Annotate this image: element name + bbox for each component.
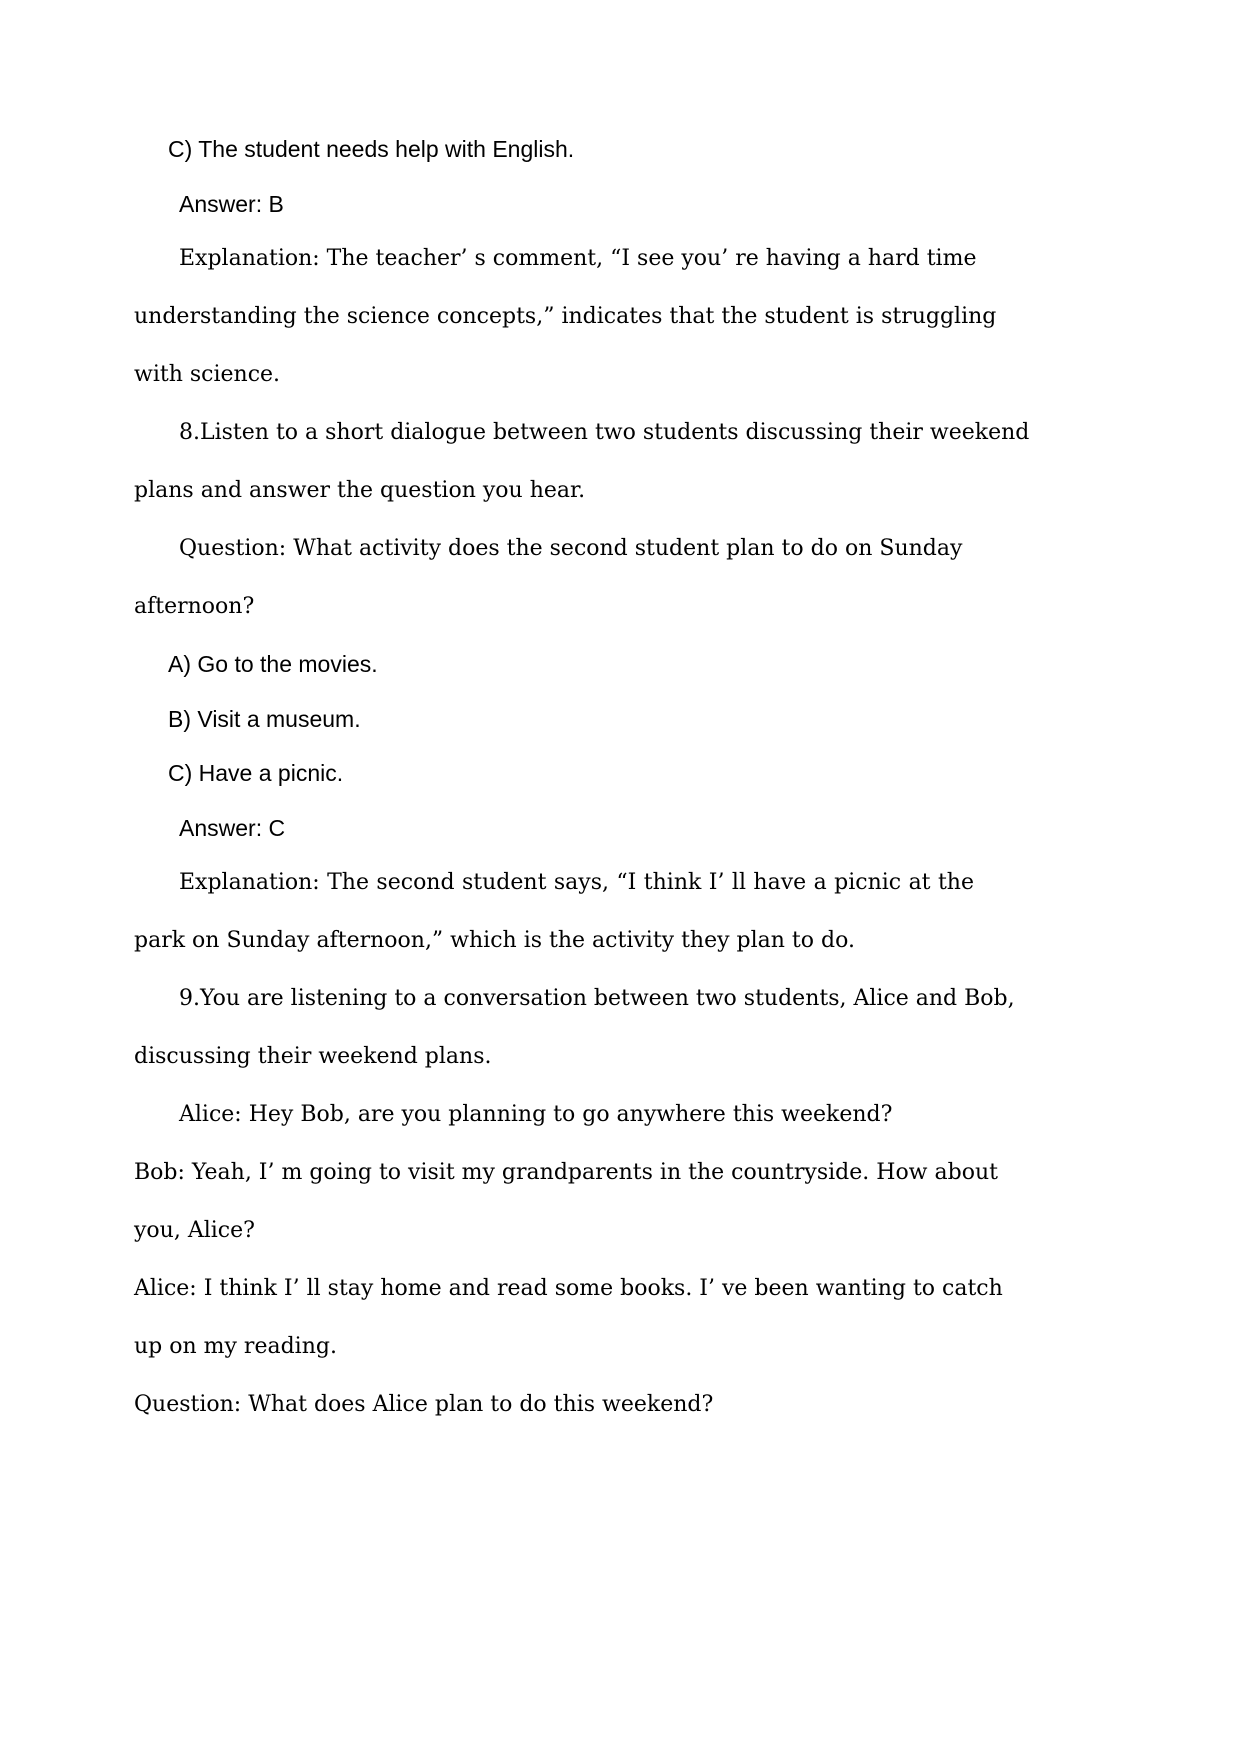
q8-explanation-line-1: Explanation: The second student says, “I think I’ ll have a picnic at the bbox=[179, 870, 974, 895]
q9-dialogue-bob: Bob: Yeah, I’ m going to visit my grandparents in the countryside. How about bbox=[134, 1160, 998, 1185]
q9-dialogue-bob-cont: you, Alice? bbox=[134, 1218, 255, 1243]
q8-option-b: B) Visit a museum. bbox=[168, 706, 361, 732]
q9-question: Question: What does Alice plan to do this weekend? bbox=[134, 1392, 714, 1417]
q8-question-line-2: afternoon? bbox=[134, 594, 255, 619]
q8-explanation-line-2: park on Sunday afternoon,” which is the activity they plan to do. bbox=[134, 928, 855, 953]
q7-explanation-line-1: Explanation: The teacher’ s comment, “I see you’ re having a hard time bbox=[179, 246, 977, 271]
q9-prompt-line-1: 9.You are listening to a conversation between two students, Alice and Bob, bbox=[179, 986, 1015, 1011]
q9-dialogue-alice-1: Alice: Hey Bob, are you planning to go anywhere this weekend? bbox=[179, 1102, 893, 1127]
q7-explanation-line-2: understanding the science concepts,” indicates that the student is struggling bbox=[134, 304, 997, 329]
q8-prompt-line-2: plans and answer the question you hear. bbox=[134, 478, 586, 503]
q7-answer: Answer: B bbox=[179, 191, 284, 217]
q8-answer: Answer: C bbox=[179, 815, 286, 841]
q8-option-a: A) Go to the movies. bbox=[168, 651, 378, 677]
q7-explanation-line-3: with science. bbox=[134, 362, 281, 387]
q9-dialogue-alice-2-cont: up on my reading. bbox=[134, 1334, 337, 1359]
q9-dialogue-alice-2: Alice: I think I’ ll stay home and read some books. I’ ve been wanting to catch bbox=[134, 1276, 1003, 1301]
q7-option-c: C) The student needs help with English. bbox=[168, 136, 575, 162]
q8-question-line-1: Question: What activity does the second student plan to do on Sunday bbox=[179, 536, 963, 561]
q8-option-c: C) Have a picnic. bbox=[168, 760, 344, 786]
q8-prompt-line-1: 8.Listen to a short dialogue between two students discussing their weekend bbox=[179, 420, 1030, 445]
q9-prompt-line-2: discussing their weekend plans. bbox=[134, 1044, 492, 1069]
